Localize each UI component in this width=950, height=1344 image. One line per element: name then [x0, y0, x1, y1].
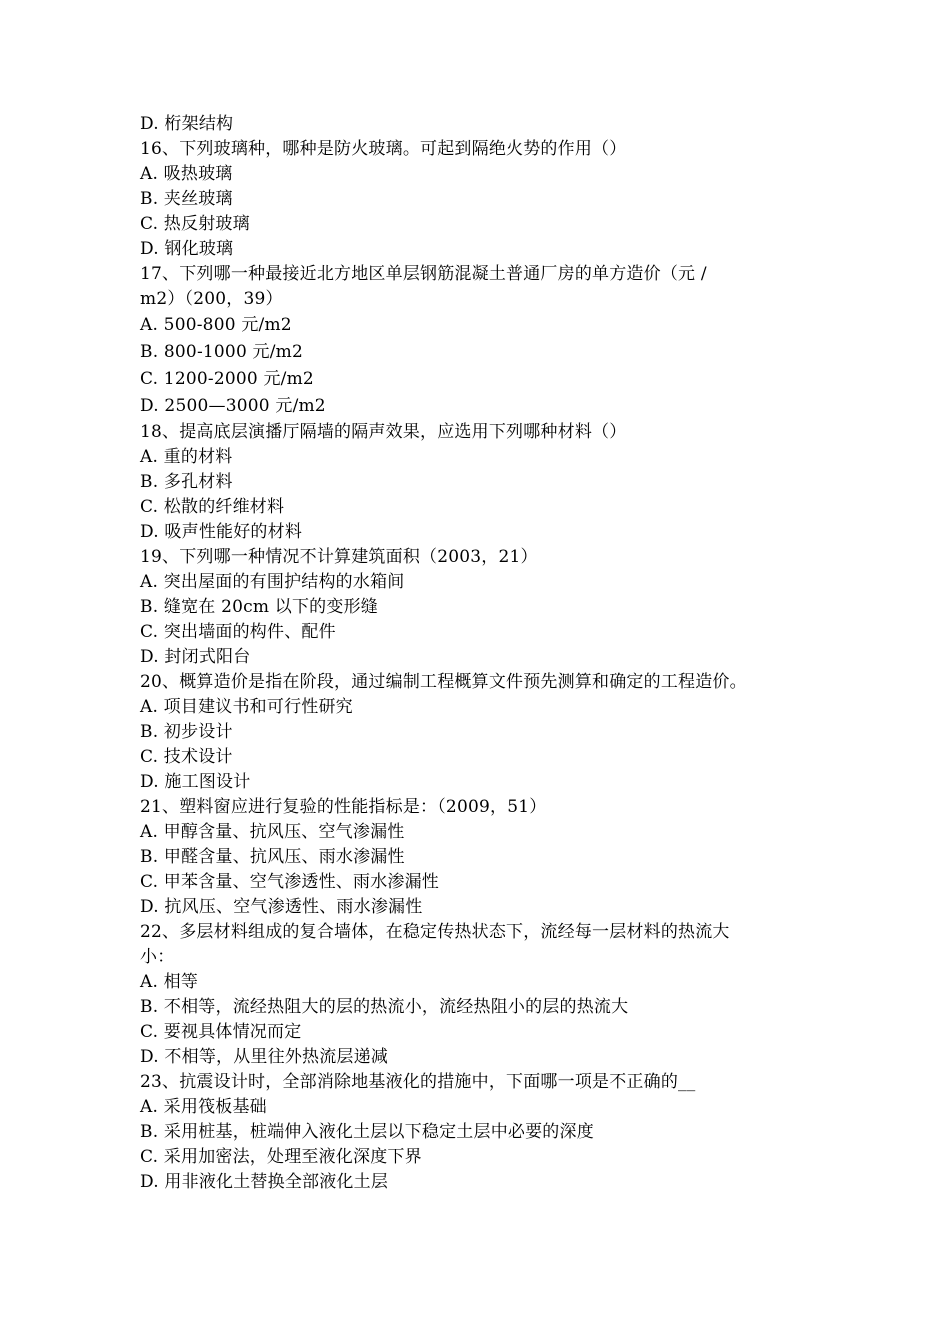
question-22-cont: 小： — [140, 947, 175, 967]
option-line: B. 不相等，流经热阻大的层的热流小，流经热阻小的层的热流大 — [140, 997, 629, 1017]
option-line: C. 甲苯含量、空气渗透性、雨水渗漏性 — [140, 872, 440, 892]
option-line: A. 重的材料 — [140, 447, 233, 467]
option-line: A. 相等 — [140, 972, 199, 992]
option-line: C. 要视具体情况而定 — [140, 1022, 302, 1042]
question-list — [140, 112, 820, 1195]
option-line: C. 热反射玻璃 — [140, 214, 250, 234]
option-line: A. 采用筏板基础 — [140, 1097, 267, 1117]
option-line: B. 采用桩基，桩端伸入液化土层以下稳定土层中必要的深度 — [140, 1122, 594, 1142]
option-line: C. 采用加密法，处理至液化深度下界 — [140, 1147, 422, 1167]
question-21: 21、塑料窗应进行复验的性能指标是：（2009，51） — [140, 797, 547, 817]
question-20: 20、概算造价是指在阶段，通过编制工程概算文件预先测算和确定的工程造价。 — [140, 672, 747, 692]
question-18: 18、提高底层演播厅隔墙的隔声效果，应选用下列哪种材料（） — [140, 422, 627, 442]
option-line: C. 技术设计 — [140, 747, 233, 767]
option-line: A. 甲醇含量、抗风压、空气渗漏性 — [140, 822, 405, 842]
question-19: 19、下列哪一种情况不计算建筑面积（2003，21） — [140, 547, 538, 567]
option-line: D. 2500—3000 元/m2 — [140, 396, 326, 416]
text-line: D. 桁架结构 — [140, 114, 234, 134]
option-line: B. 初步设计 — [140, 722, 233, 742]
option-line: C. 1200-2000 元/m2 — [140, 369, 314, 389]
option-line: B. 多孔材料 — [140, 472, 233, 492]
option-line: D. 不相等，从里往外热流层递减 — [140, 1047, 389, 1067]
option-line: C. 突出墙面的构件、配件 — [140, 622, 336, 642]
option-line: A. 突出屋面的有围护结构的水箱间 — [140, 572, 405, 592]
question-22: 22、多层材料组成的复合墙体，在稳定传热状态下，流经每一层材料的热流大 — [140, 922, 730, 942]
option-line: A. 吸热玻璃 — [140, 164, 233, 184]
question-23: 23、抗震设计时，全部消除地基液化的措施中，下面哪一项是不正确的__ — [140, 1072, 696, 1092]
option-line: B. 甲醛含量、抗风压、雨水渗漏性 — [140, 847, 405, 867]
question-17: 17、下列哪一种最接近北方地区单层钢筋混凝土普通厂房的单方造价（元 / — [140, 264, 707, 284]
option-line: C. 松散的纤维材料 — [140, 497, 285, 517]
option-line: D. 用非液化土替换全部液化土层 — [140, 1172, 389, 1192]
question-17-cont: m2）（200，39） — [140, 289, 283, 309]
option-line: D. 封闭式阳台 — [140, 647, 251, 667]
option-line: B. 缝宽在 20cm 以下的变形缝 — [140, 597, 378, 617]
option-line: B. 夹丝玻璃 — [140, 189, 233, 209]
option-line: B. 800-1000 元/m2 — [140, 342, 304, 362]
option-line: D. 抗风压、空气渗透性、雨水渗漏性 — [140, 897, 423, 917]
option-line: D. 钢化玻璃 — [140, 239, 234, 259]
option-line: A. 项目建议书和可行性研究 — [140, 697, 353, 717]
option-line: D. 吸声性能好的材料 — [140, 522, 303, 542]
option-line: A. 500-800 元/m2 — [140, 315, 292, 335]
option-line: D. 施工图设计 — [140, 772, 251, 792]
question-16: 16、下列玻璃种，哪种是防火玻璃。可起到隔绝火势的作用（） — [140, 139, 627, 159]
